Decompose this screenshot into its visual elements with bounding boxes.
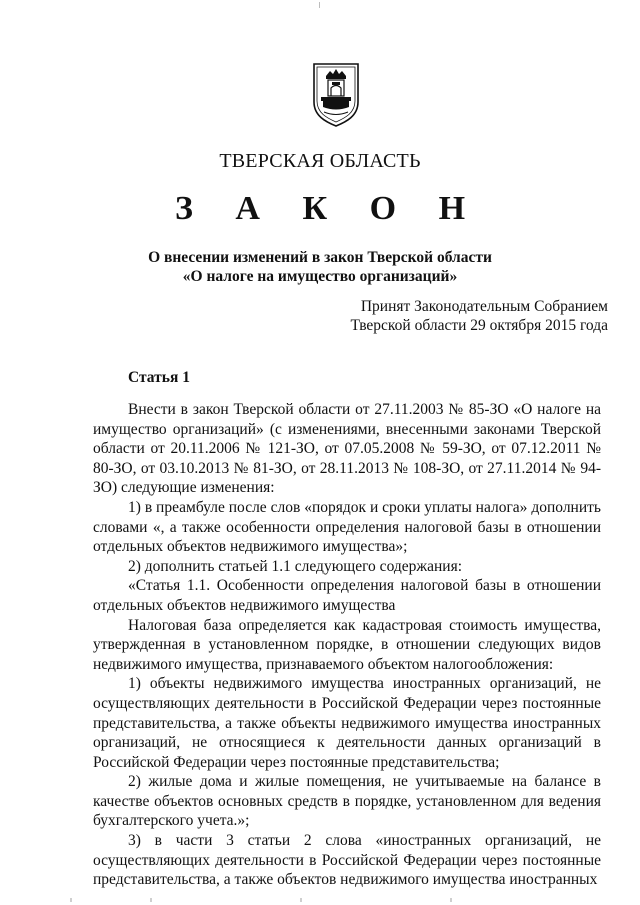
tver-coat-of-arms-icon (302, 60, 370, 128)
scan-mark (300, 898, 302, 902)
paragraph: 2) жилые дома и жилые помещения, не учитываемые на балансе в качестве объектов основных средств в порядке, установленном для ведения бухгалтерского учета.»; (93, 773, 601, 830)
paragraph: «Статья 1.1. Особенности определения налоговой базы в отношении отдельных объектов недвижимого имущества (93, 577, 601, 614)
paragraph: 3) в части 3 статьи 2 слова «иностранных организаций, не осуществляющих деятельности в Российской Федерации через постоянные представительства, а также объектов недвижимого имущества иностранных (93, 832, 601, 889)
document-type: З А К О Н (174, 190, 483, 227)
law-title-line-2: «О налоге на имущество организаций» (182, 268, 458, 285)
scan-mark (70, 898, 72, 902)
paragraph: 1) в преамбуле после слов «порядок и сроки уплаты налога» дополнить словами «, а также особенности определения налоговой базы в отношении отдельных объектов недвижимого имущества»; (93, 498, 601, 556)
scan-mark (319, 2, 320, 8)
region-name: ТВЕРСКАЯ ОБЛАСТЬ (219, 150, 421, 172)
paragraph: Налоговая база определяется как кадастровая стоимость имущества, утвержденная в установленном порядке, в отношении следующих видов недвижимого имущества, признаваемого объектом налогообложения: (93, 616, 601, 673)
article-body (93, 400, 601, 890)
paragraph: 1) объекты недвижимого имущества иностранных организаций, не осуществляющих деятельности в Российской Федерации через постоянные представительства, а также объекты недвижимого имущества иностранных организаций, не относящиеся к деятельности данных организаций в Российской Федерации через постоянные представительства; (93, 675, 601, 771)
adoption-note (351, 297, 609, 335)
adoption-note-line-2: Тверской области 29 октября 2015 года (350, 317, 608, 334)
law-title-line-1: О внесении изменений в закон Тверской области (148, 249, 492, 266)
article-heading: Статья 1 (128, 369, 190, 386)
law-title (0, 248, 640, 286)
paragraph: Внести в закон Тверской области от 27.11.2003 № 85-ЗО «О налоге на имущество организаций» (с изменениями, внесенными законами Тверской области от 20.11.2006 № 121-ЗО, от 07.05.2008 № 59-ЗО, от 07.12.2011 № 80-ЗО, от 03.10.2013 № 81-ЗО, от 28.11.2013 № 108-ЗО, от 27.11.2014 № 94-ЗО) следующие изменения: (93, 401, 601, 497)
adoption-note-line-1: Принят Законодательным Собранием (360, 298, 608, 315)
scan-mark (150, 898, 152, 902)
paragraph: 2) дополнить статьей 1.1 следующего содержания: (128, 557, 462, 575)
scan-mark (450, 898, 452, 902)
